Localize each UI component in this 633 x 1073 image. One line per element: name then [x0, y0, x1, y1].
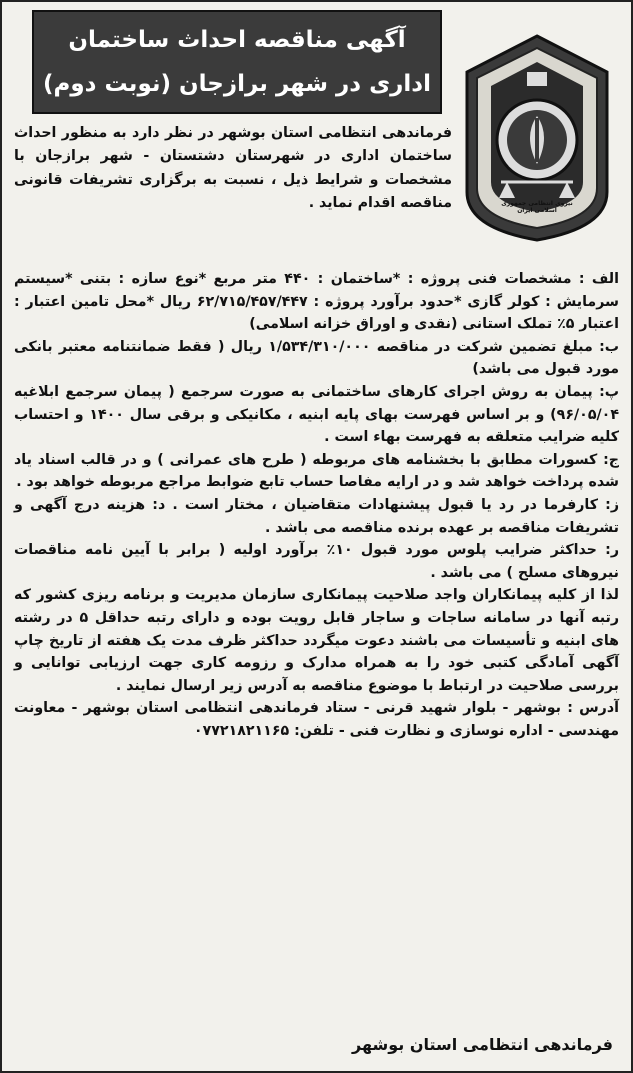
notice-body [14, 268, 619, 742]
notice-title-line1: آگهی مناقصه احداث ساختمان [68, 27, 406, 53]
notice-title-box [32, 10, 442, 114]
signature: فرماندهی انتظامی استان بوشهر [352, 1035, 613, 1054]
intro-paragraph: فرماندهی انتظامی استان بوشهر در نظر دارد به منظور احداث ساختمان اداری در شهرستان دشتستان - شهر برازجان با مشخصات و شرایط ذیل ، نسبت به برگزاری تشریفات قانونی مناقصه اقدام نماید . [14, 125, 452, 211]
notice-title-line2: اداری در شهر برازجان (نوبت دوم) [42, 71, 431, 97]
emblem-caption: نیروی انتظامی جمهوری اسلامی ایران [501, 200, 573, 214]
closing-paragraph: لذا از کلیه پیمانکاران واجد صلاحیت پیمانکاری سازمان مدیریت و برنامه ریزی کشور که رتبه آنها در سامانه ساجات و ساجار قابل رویت بوده و دارای رتبه حداقل ۵ در رشته های ابنیه و تأسیسات می باشند دعوت میگردد حداکثر ظرف مدت یک هفته از تاریخ چاپ آگهی آمادگی کتبی خود را به همراه مدارک و رزومه کاری جهت ارزیابی توانایی و بررسی صلاحیت در ارتباط با موضوع مناقصه به آدرس زیر ارسال نمایند . [14, 587, 620, 694]
item-alef: الف : مشخصات فنی پروژه : *ساختمان : ۴۴۰ متر مربع *نوع سازه : بتنی *سیستم سرمایش : کولر گازی *حدود برآورد پروژه : ۶۲/۷۱۵/۴۵۷/۴۴۷ ریال *محل تامین اعتبار : اعتبار ۵٪ تملک استانی (نقدی و اوراق خزانه اسلامی) [14, 271, 620, 333]
item-be: ب: مبلغ تضمین شرکت در مناقصه ۱/۵۳۴/۳۱۰/۰۰۰ ریال ( فقط ضمانتنامه معتبر بانکی مورد قبول می باشد) [14, 338, 619, 378]
item-pe: پ: پیمان به روش اجرای کارهای ساختمانی به صورت سرجمع ( پیمان سرجمع ابلاغیه ۹۶/۰۵/۰۴) و بر اساس فهرست بهای پایه ابنیه ، مکانیکی و برقی سال ۱۴۰۰ و احتساب کلیه ضرایب متعلقه به فهرست بهاء است . [14, 383, 619, 446]
item-ze: ز: کارفرما در رد یا قبول پیشنهادات متقاضیان ، مختار است . د: هزینه درج آگهی و تشریفات مناقصه بر عهده برنده مناقصه می باشد . [14, 496, 619, 536]
address-paragraph: آدرس : بوشهر - بلوار شهید قرنی - ستاد فرماندهی انتظامی استان بوشهر - معاونت مهندسی - اداره نوسازی و نظارت فنی - تلفن: ۰۷۷۲۱۸۲۱۱۶۵ [14, 700, 619, 739]
police-emblem-icon [457, 32, 617, 244]
item-re: ر: حداکثر ضرایب پلوس مورد قبول ۱۰٪ برآورد اولیه ( برابر با آیین نامه مناقصات نیروهای مسلح ) می باشد . [14, 542, 619, 581]
item-jim: ج: کسورات مطابق با بخشنامه های مربوطه ( طرح های عمرانی ) و در قالب اسناد یاد شده پرداخت خواهد شد و در ارایه مفاصا حساب تابع ضوابط مراجع مربوطه خواهد بود . [14, 451, 619, 491]
